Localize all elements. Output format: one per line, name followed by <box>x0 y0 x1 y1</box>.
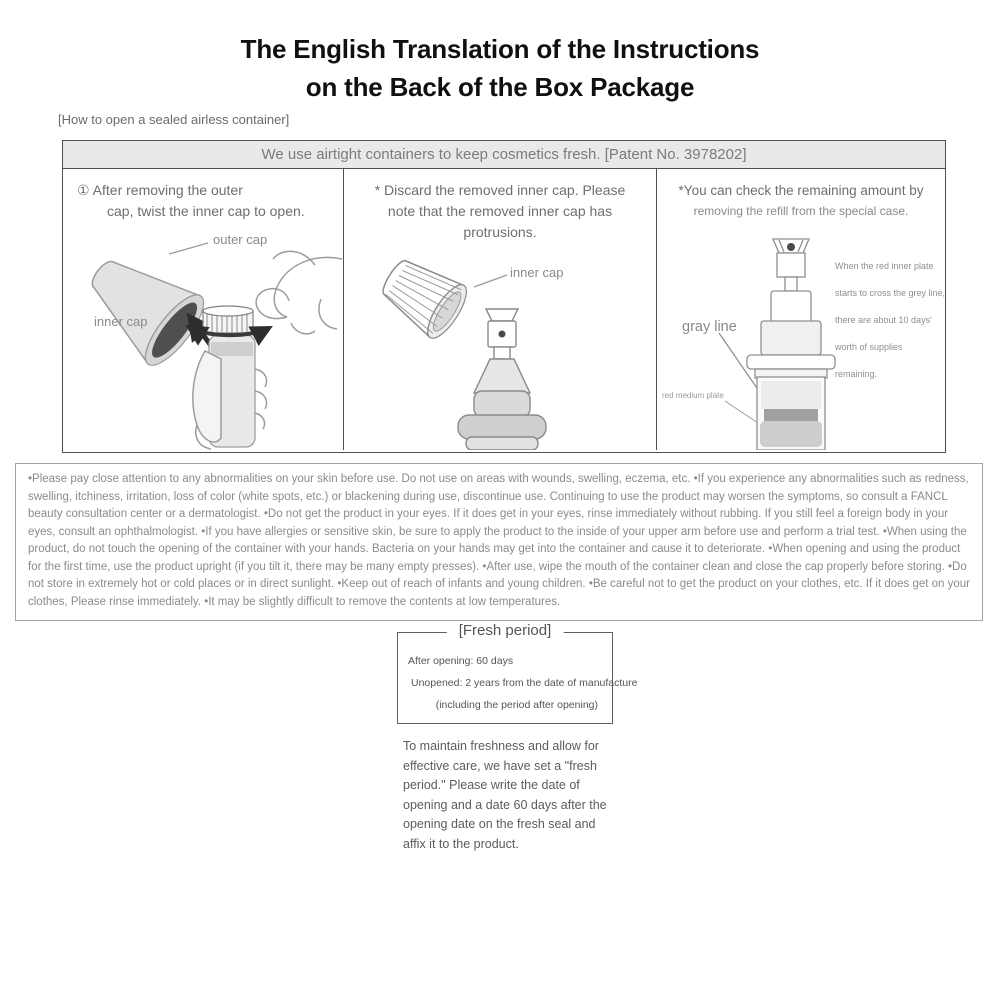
inner-cap-label: inner cap <box>510 265 564 280</box>
instruction-box-header: We use airtight containers to keep cosmetics fresh. [Patent No. 3978202] <box>63 141 945 169</box>
panel2-heading <box>344 169 656 243</box>
fresh-period-box <box>397 622 638 724</box>
fresh-period-note: To maintain freshness and allow for effective care, we have set a "fresh period." Please write the date of opening and a date 60 days after the opening date on the fresh seal and affix it to the product. <box>403 739 607 851</box>
gray-line-label: gray line <box>682 319 737 335</box>
remaining-note-line3: there are about 10 days' <box>835 315 932 325</box>
red-plate-leader <box>725 401 761 425</box>
panel-open-cap <box>63 169 343 450</box>
panel2-heading-line2: note that the removed inner cap has <box>387 203 613 219</box>
remaining-note-line1: When the red inner plate <box>835 261 934 271</box>
discard-cap-illustration <box>344 239 657 450</box>
inner-cap-leader-line <box>474 275 507 287</box>
panel1-heading-line2: cap, twist the inner cap to open. <box>107 203 305 219</box>
removed-inner-cap-drawing <box>373 249 473 344</box>
remaining-note-line2: starts to cross the grey line, <box>835 288 946 298</box>
fresh-period-title: [Fresh period] <box>447 622 564 639</box>
inner-cap-label: inner cap <box>94 314 148 329</box>
red-medium-plate-label: red medium plate <box>662 391 724 400</box>
fresh-period-unopened: Unopened: 2 years from the date of manufacture <box>411 677 638 689</box>
open-cap-illustration <box>63 221 343 450</box>
remaining-amount-note <box>835 253 947 388</box>
panel3-heading-line1: *You can check the remaining amount by <box>678 183 924 198</box>
fresh-period-including: (including the period after opening) <box>435 699 598 711</box>
panel1-heading-line1: ① After removing the outer <box>77 182 243 198</box>
panel1-heading <box>63 169 343 222</box>
section-label: [How to open a sealed airless container] <box>58 112 290 127</box>
panel2-heading-line3: protrusions. <box>463 224 537 240</box>
panel3-heading-line2: removing the refill from the special case. <box>693 204 909 218</box>
outer-cap-leader-line <box>169 243 208 254</box>
outer-cap-label: outer cap <box>213 232 268 247</box>
remaining-note-line4: worth of supplies remaining. <box>835 342 903 379</box>
instruction-panels <box>63 169 945 450</box>
panel-check-remaining <box>656 169 945 450</box>
outer-cap-drawing <box>72 237 213 374</box>
panel2-heading-line1: * Discard the removed inner cap. Please <box>374 182 626 198</box>
fresh-period-after-opening: After opening: 60 days <box>408 655 514 667</box>
instruction-box <box>62 140 946 453</box>
page-title-line1: The English Translation of the Instructions <box>240 34 760 64</box>
page-title <box>0 30 1000 106</box>
panel3-heading <box>657 169 945 222</box>
pump-dispenser-drawing <box>458 309 546 450</box>
refill-bottle-drawing <box>747 239 835 450</box>
upper-hand-drawing <box>256 251 342 334</box>
precautions-text: •Please pay close attention to any abnormalities on your skin before use. Do not use on areas with wounds, swelling, eczema, etc. •If you experience any abnormalities such as redness, swelling, itchiness, irritation, loss of color (white spots, etc.) or blackening during use, discontinue use. Continuing to use the product may worsen the symptoms, so consult a FANCL beauty consultation center or a dermatologist. •Do not get the product in your eyes. If it does get in your eyes, rinse immediately without rubbing. If you still feel a foreign body in your eyes, consult an ophthalmologist. •If you have allergies or sensitive skin, be sure to apply the product to the inside of your upper arm before use and perform a trial test. •When using the product, do not touch the opening of the container with your hands. Bacteria on your hands may get into the container and cause it to deteriorate. •When opening and using the product for the first time, use the product upright (if you tilt it, there may be many empty presses). •After use, wipe the mouth of the container clean and close the cap properly before storing. •Do not store in extremely hot or cold places or in direct sunlight. •Keep out of reach of infants and young children. •Be careful not to get the product on your clothes, etc. If it does get on your clothes, Please rinse immediately. •It may be slightly difficult to remove the contents at low temperatures. <box>28 473 971 608</box>
precautions-box <box>15 463 983 621</box>
page-title-line2: on the Back of the Box Package <box>305 72 695 102</box>
inner-cap-ring-drawing <box>203 306 253 333</box>
panel-discard-cap <box>343 169 656 450</box>
